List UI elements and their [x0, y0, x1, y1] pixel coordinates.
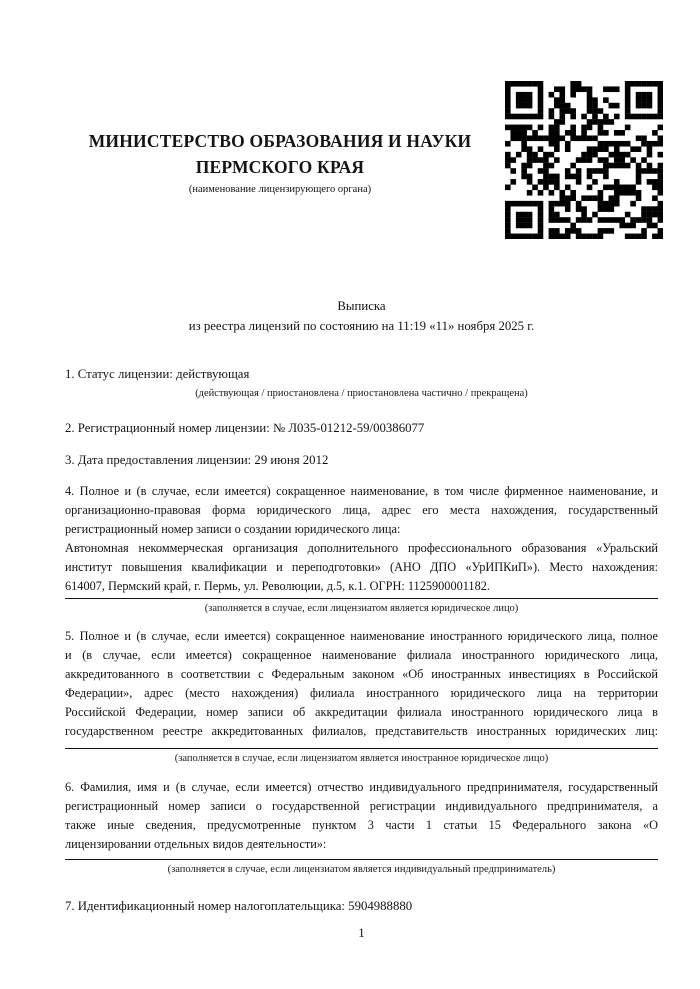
- entrepreneur-fill-line: [65, 859, 658, 860]
- paragraph-line: 4. Полное и (в случае, если имеется) сокращенное наименование, в том числе фирменное наименование, и: [65, 484, 658, 498]
- paragraph-line: регистрационный номер записи о государственной регистрации индивидуального предпринимателя, а: [65, 799, 658, 813]
- document-title: Выписка: [337, 299, 386, 313]
- document-subtitle: из реестра лицензий по состоянию на 11:19 «11» ноября 2025 г.: [188, 319, 535, 333]
- document-body: [65, 296, 658, 915]
- paragraph-line: лицензировании отдельных видов деятельности»:: [65, 837, 327, 851]
- foreign-entity-fill-line: [65, 748, 658, 749]
- paragraph-line: также иные сведения, предусмотренные пунктом 3 части 1 статьи 15 Федерального закона «О: [65, 818, 658, 832]
- paragraph-line: Российской Федерации, номер записи об аккредитации филиала иностранного юридического лица в: [65, 705, 658, 719]
- entrepreneur-label: [65, 778, 658, 854]
- page-number: 1: [358, 926, 365, 940]
- licensing-authority-header: [60, 128, 500, 196]
- paragraph-line: 614007, Пермский край, г. Пермь, ул. Революции, д.5, к.1. ОГРН: 1125900001182.: [65, 579, 490, 593]
- taxpayer-id-line: 7. Идентификационный номер налогоплательщика: 5904988880: [65, 899, 413, 913]
- legal-entity-fill-line: [65, 598, 658, 599]
- paragraph-line: 6. Фамилия, имя и (в случае, если имеется) отчество индивидуального предпринимателя, государственный: [65, 780, 658, 794]
- qr-code-image: [505, 81, 663, 239]
- legal-entity-value: [65, 539, 658, 596]
- paragraph-line: Автономная некоммерческая организация дополнительного профессионального образования «Уральский: [65, 541, 658, 555]
- entrepreneur-caption: (заполняется в случае, если лицензиатом является индивидуальный предприниматель): [167, 864, 556, 875]
- paragraph-line: и (в случае, если имеется) сокращенное наименование филиала иностранного юридического лица,: [65, 648, 658, 662]
- qr-code-icon: [505, 81, 663, 239]
- legal-entity-caption: (заполняется в случае, если лицензиатом является юридическое лицо): [204, 603, 519, 614]
- license-status-options-caption: (действующая / приостановлена / приостановлена частично / прекращена): [195, 388, 528, 399]
- ministry-name-caption: (наименование лицензирующего органа): [188, 184, 372, 195]
- foreign-entity-label: [65, 627, 658, 741]
- paragraph-line: Федерации», адрес (место нахождения) филиала иностранного юридического лица на территории: [65, 686, 658, 700]
- paragraph-line: 5. Полное и (в случае, если имеется) сокращенное наименование иностранного юридического лица, полное: [65, 629, 658, 643]
- ministry-name-line-1: МИНИСТЕРСТВО ОБРАЗОВАНИЯ И НАУКИ: [88, 131, 472, 151]
- ministry-name-line-2: ПЕРМСКОГО КРАЯ: [195, 157, 365, 177]
- paragraph-line: регистрационный номер записи о создании юридического лица:: [65, 522, 401, 536]
- paragraph-line: государственном реестре аккредитованных филиалов, представительств иностранных юридических лиц:: [65, 724, 658, 738]
- license-date-line: 3. Дата предоставления лицензии: 29 июня 2012: [65, 453, 329, 467]
- registration-number-line: 2. Регистрационный номер лицензии: № Л035-01212-59/00386077: [65, 421, 425, 435]
- foreign-entity-caption: (заполняется в случае, если лицензиатом является иностранное юридическое лицо): [174, 753, 549, 764]
- legal-entity-label: [65, 482, 658, 539]
- paragraph-line: институт повышения квалификации и переподготовки» (АНО ДПО «УрИПКиП»). Место нахождения:: [65, 560, 658, 574]
- license-status-line: 1. Статус лицензии: действующая: [65, 367, 250, 381]
- paragraph-line: аккредитованного в соответствии с Федеральным законом «Об иностранных инвестициях в Российской: [65, 667, 658, 681]
- paragraph-line: организационно-правовая форма юридического лица, адрес его места нахождения, государственный: [65, 503, 658, 517]
